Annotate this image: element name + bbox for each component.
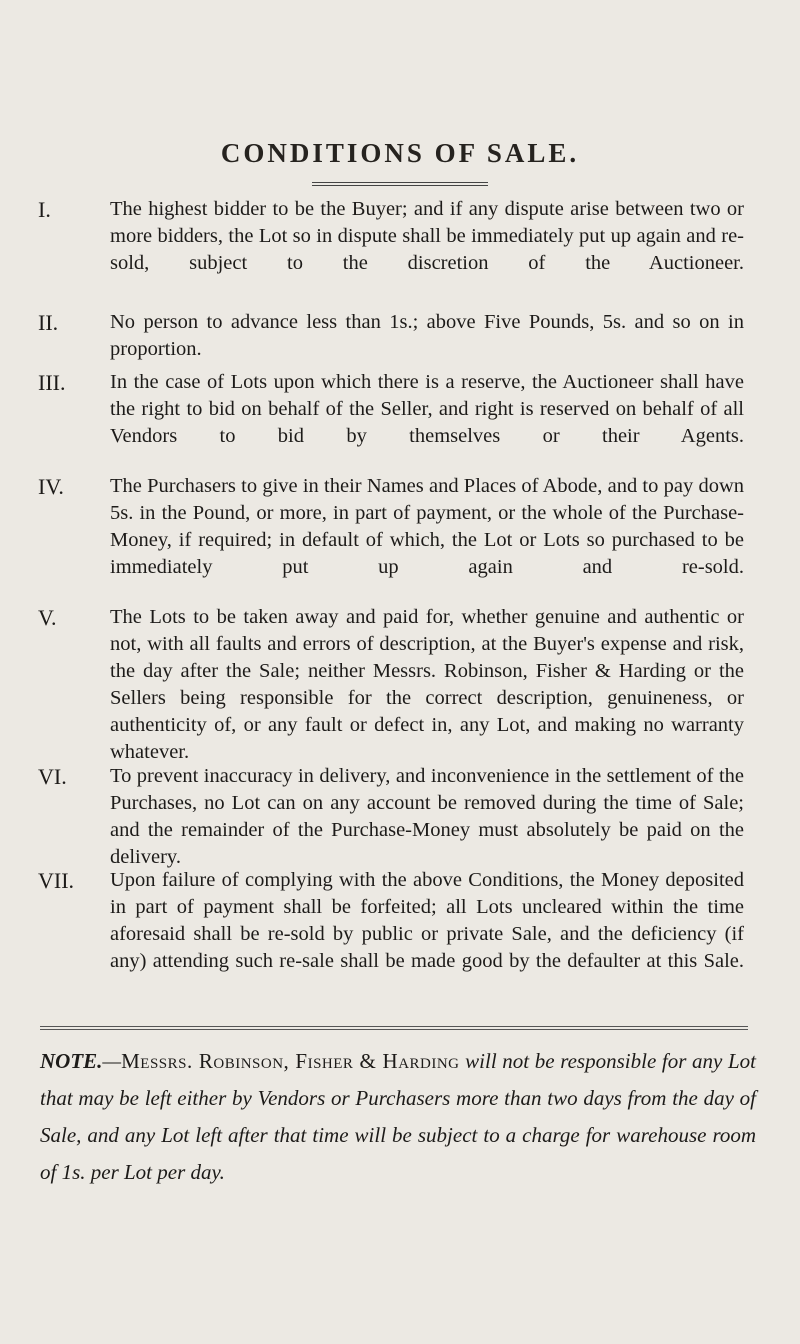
condition-4 (40, 473, 744, 608)
note-body: will not be responsible for any Lot that may be left either by Vendors or Purchasers more than two days from the day of Sale, and any Lot left after that time will be subject to a charge for warehouse room of 1s. per Lot per day. (40, 1049, 756, 1184)
condition-number: VII. (38, 868, 75, 893)
condition-number: I. (38, 197, 51, 222)
condition-text: Upon failure of complying with the above Conditions, the Money deposited in part of payment shall be forfeited; all Lots uncleared within the time aforesaid shall be re-sold by public or private Sale, and the deficiency (if any) attending such re-sale shall be made good by the defaulter at this Sale. (110, 869, 744, 972)
note-paragraph (40, 1043, 756, 1191)
page-title: CONDITIONS OF SALE. (220, 138, 580, 168)
section-divider (40, 1026, 748, 1027)
condition-text: The Lots to be taken away and paid for, whether genuine and authentic or not, with all faults and errors of description, at the Buyer's expense and risk, the day after the Sale; neither Messrs. Robinson, Fisher & Harding or the Sellers being responsible for the correct description, genuineness, or authenticity of, or any fault or defect in, any Lot, and making no warranty whatever. (110, 606, 744, 763)
condition-text: The highest bidder to be the Buyer; and if any dispute arise between two or more bidders, the Lot so in dispute shall be immediately put up again and re-sold, subject to the discretion of the Auctioneer. (110, 198, 744, 274)
condition-number: IV. (38, 474, 64, 499)
title-rule (312, 182, 488, 183)
condition-text: In the case of Lots upon which there is a reserve, the Auctioneer shall have the right to bid on behalf of the Seller, and right is reserved on behalf of all Vendors to bid by themselves or their Agents. (110, 371, 744, 447)
condition-7 (40, 867, 744, 1002)
condition-text: The Purchasers to give in their Names and Places of Abode, and to pay down 5s. in the Pound, or more, in part of payment, or the whole of the Purchase-Money, if required; in default of which, the Lot or Lots so purchased to be immediately put up again and re-sold. (110, 475, 744, 578)
note-dash: — (102, 1049, 122, 1073)
condition-number: II. (38, 310, 59, 335)
condition-3 (40, 369, 744, 477)
condition-text: To prevent inaccuracy in delivery, and inconvenience in the settlement of the Purchases, no Lot can on any account be removed during the time of Sale; and the remainder of the Purchase-Money must absolutely be paid on the delivery. (110, 765, 744, 868)
condition-1 (40, 196, 744, 304)
note-firm-name: Messrs. Robinson, Fisher & Harding (121, 1049, 460, 1073)
section-divider-second (40, 1029, 748, 1030)
condition-number: III. (38, 370, 66, 395)
note-heading: NOTE. (40, 1049, 103, 1073)
condition-number: V. (38, 605, 57, 630)
title-rule-second (312, 185, 488, 186)
condition-text: No person to advance less than 1s.; above Five Pounds, 5s. and so on in proportion. (110, 311, 744, 360)
condition-number: VI. (38, 764, 67, 789)
